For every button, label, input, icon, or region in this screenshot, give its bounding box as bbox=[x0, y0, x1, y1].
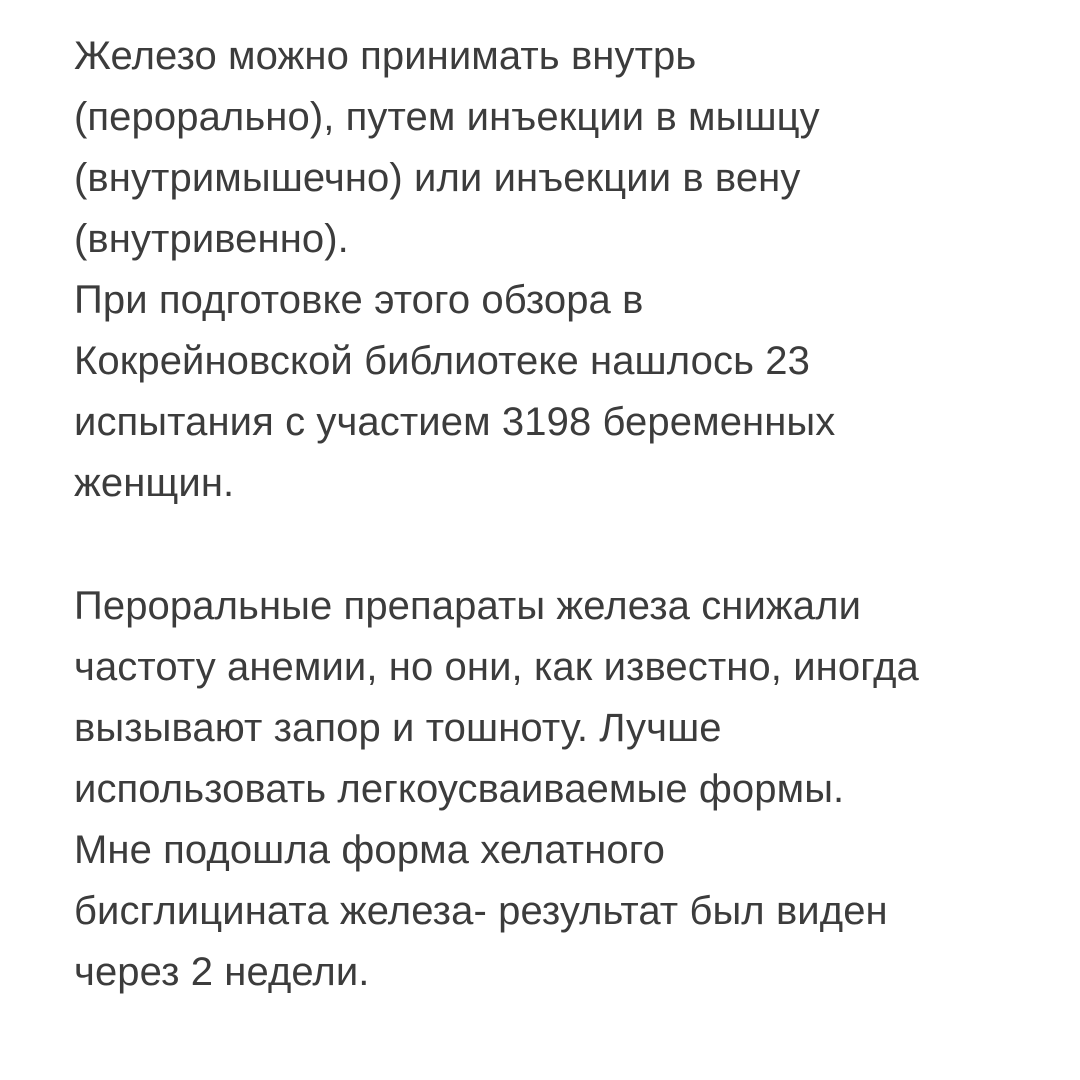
paragraph-2 bbox=[74, 576, 1040, 1003]
text-line: Кокрейновской библиотеке нашлось 23 bbox=[74, 339, 810, 383]
text-line: использовать легкоусваиваемые формы. bbox=[74, 767, 845, 811]
paragraph-1 bbox=[74, 26, 1040, 514]
text-line: Железо можно принимать внутрь bbox=[74, 34, 697, 78]
text-line: При подготовке этого обзора в bbox=[74, 278, 644, 322]
text-line: (перорально), путем инъекции в мышцу bbox=[74, 95, 820, 139]
text-line: Пероральные препараты железа снижали bbox=[74, 584, 862, 628]
text-line: бисглицината железа- результат был виден bbox=[74, 889, 888, 933]
text-line: женщин. bbox=[74, 461, 235, 505]
text-line: через 2 недели. bbox=[74, 950, 370, 994]
text-line: испытания с участием 3198 беременных bbox=[74, 400, 836, 444]
text-line: (внутривенно). bbox=[74, 217, 349, 261]
text-line: (внутримышечно) или инъекции в вену bbox=[74, 156, 801, 200]
text-line: вызывают запор и тошноту. Лучше bbox=[74, 706, 722, 750]
text-line: Мне подошла форма хелатного bbox=[74, 828, 665, 872]
paragraph-spacer bbox=[74, 514, 1040, 576]
text-line: частоту анемии, но они, как известно, иногда bbox=[74, 645, 919, 689]
